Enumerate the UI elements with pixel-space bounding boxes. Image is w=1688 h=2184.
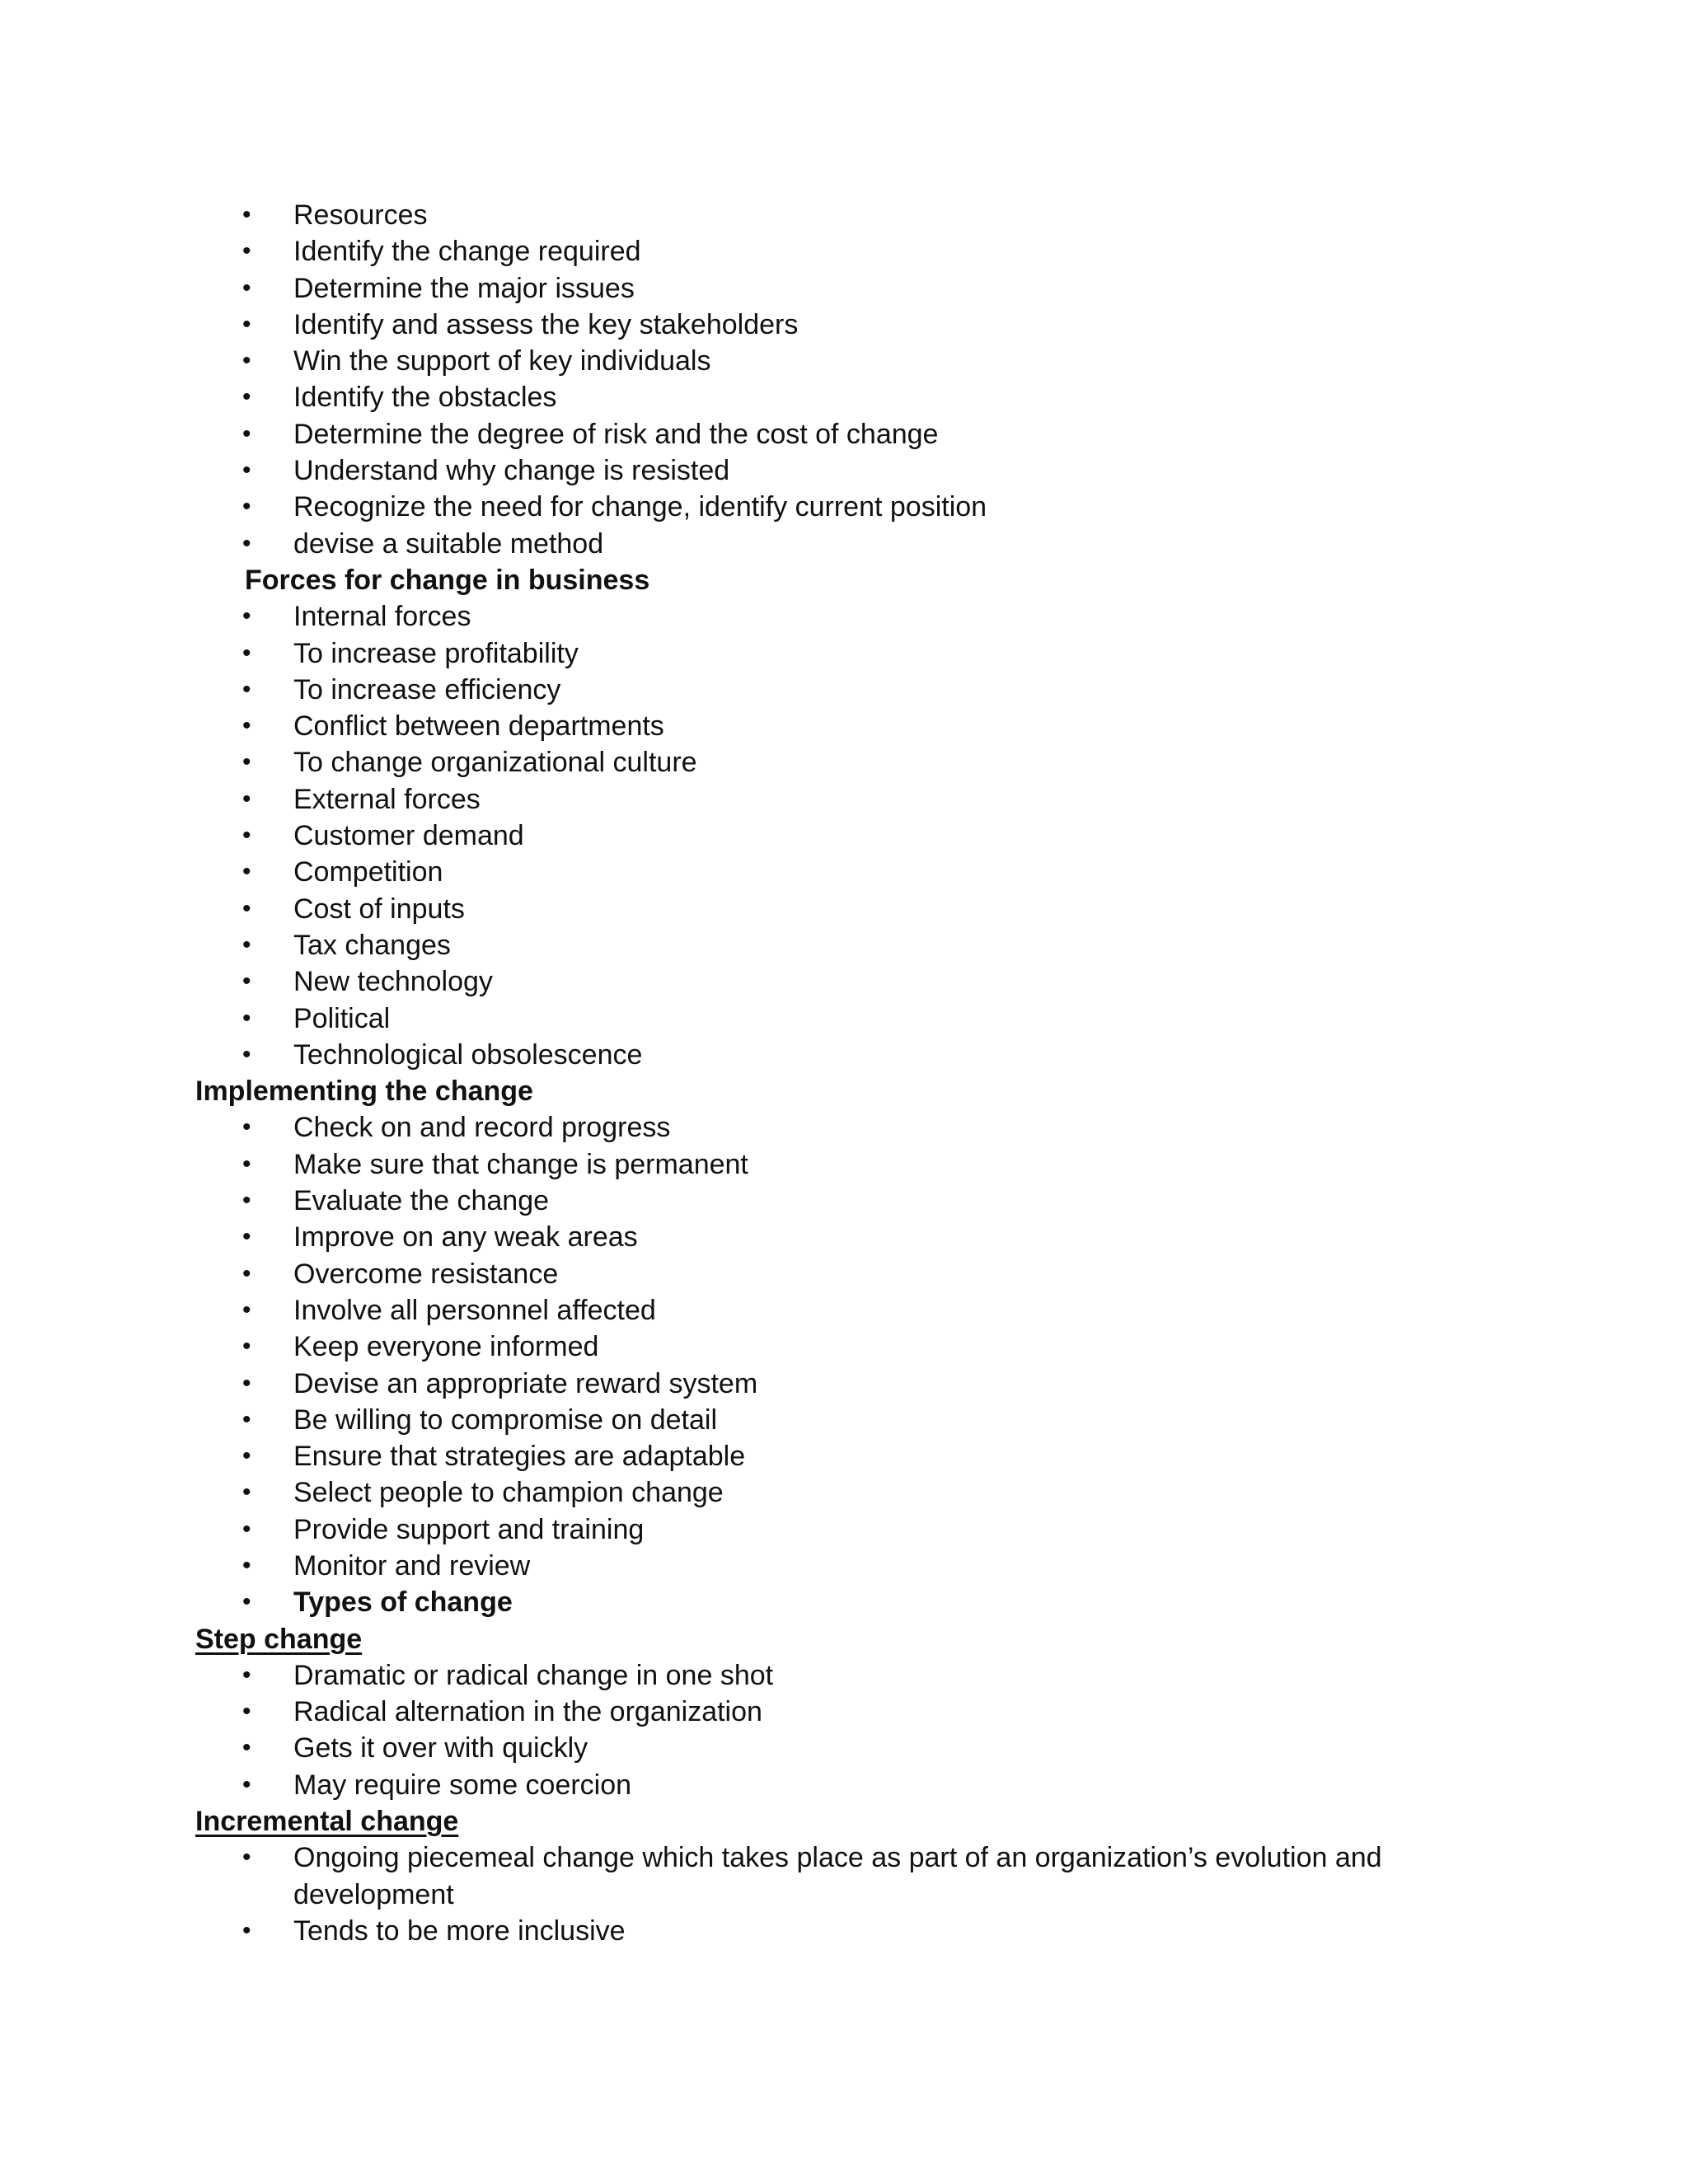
list-item-text: Tax changes bbox=[293, 929, 451, 961]
list-item-text: Technological obsolescence bbox=[293, 1038, 643, 1071]
bullet-icon: • bbox=[242, 493, 251, 521]
list-item bbox=[0, 598, 1688, 635]
section-forces-for-change bbox=[0, 562, 1688, 1073]
list-item-text: May require some coercion bbox=[293, 1769, 632, 1801]
list-item bbox=[0, 197, 1688, 233]
list-item bbox=[0, 1001, 1688, 1037]
section-implementing-change bbox=[0, 1073, 1688, 1620]
list-item-text: Competition bbox=[293, 856, 443, 888]
bullet-icon: • bbox=[242, 1734, 251, 1762]
list-item bbox=[0, 270, 1688, 307]
list-item-text: To increase profitability bbox=[293, 637, 579, 669]
list-item-text: Check on and record progress bbox=[293, 1112, 671, 1144]
bullet-icon: • bbox=[242, 1551, 251, 1579]
list-item bbox=[0, 1840, 1688, 1876]
list-item-text: Ensure that strategies are adaptable bbox=[293, 1441, 746, 1473]
list-item bbox=[0, 1219, 1688, 1255]
bullet-icon: • bbox=[242, 383, 251, 411]
bullet-icon: • bbox=[242, 894, 251, 922]
bullet-icon: • bbox=[242, 748, 251, 776]
bullet-icon: • bbox=[242, 1113, 251, 1141]
list-item-text: Recognize the need for change, identify current position bbox=[293, 491, 987, 523]
list-item bbox=[0, 963, 1688, 1000]
bullet-icon: • bbox=[242, 1004, 251, 1032]
list-item-text: Identify and assess the key stakeholders bbox=[293, 308, 799, 340]
section-incremental-change bbox=[0, 1803, 1688, 1949]
list-item bbox=[0, 307, 1688, 343]
bullet-icon: • bbox=[242, 310, 251, 338]
bullet-icon: • bbox=[242, 1844, 251, 1872]
list-item-text: Select people to champion change bbox=[293, 1477, 724, 1509]
list-item-text: Conflict between departments bbox=[293, 710, 664, 743]
list-item-text: Gets it over with quickly bbox=[293, 1732, 588, 1765]
bullet-icon: • bbox=[242, 675, 251, 703]
implementing-heading: Implementing the change bbox=[195, 1076, 533, 1108]
bullet-icon: • bbox=[242, 1150, 251, 1178]
list-item-text: Involve all personnel affected bbox=[293, 1294, 656, 1326]
bullet-icon: • bbox=[242, 858, 251, 886]
section-heading bbox=[0, 562, 1688, 598]
bullet-icon: • bbox=[242, 1661, 251, 1689]
bullet-icon: • bbox=[242, 1698, 251, 1726]
list-item bbox=[0, 1256, 1688, 1292]
bullet-icon: • bbox=[242, 347, 251, 375]
bullet-icon: • bbox=[242, 712, 251, 740]
list-item-text: Monitor and review bbox=[293, 1549, 531, 1582]
bullet-icon: • bbox=[242, 930, 251, 958]
list-item bbox=[0, 1183, 1688, 1219]
list-item bbox=[0, 818, 1688, 854]
list-item bbox=[0, 452, 1688, 489]
list-item-text: Devise an appropriate reward system bbox=[293, 1367, 758, 1399]
list-item-text: Radical alternation in the organization bbox=[293, 1696, 762, 1728]
bullet-icon: • bbox=[242, 1296, 251, 1324]
bullet-icon: • bbox=[242, 822, 251, 850]
list-item-text: Internal forces bbox=[293, 601, 471, 633]
bullet-icon: • bbox=[242, 457, 251, 485]
list-item-text: Ongoing piecemeal change which takes place as part of an organization’s evolution and bbox=[293, 1842, 1382, 1874]
list-item-text: Customer demand bbox=[293, 820, 524, 852]
list-item bbox=[0, 1657, 1688, 1694]
list-item-text: Identify the obstacles bbox=[293, 382, 557, 414]
list-item bbox=[0, 1694, 1688, 1730]
list-item bbox=[0, 1329, 1688, 1365]
list-item-text: Identify the change required bbox=[293, 236, 641, 268]
bullet-icon: • bbox=[242, 1405, 251, 1433]
bullet-icon: • bbox=[242, 529, 251, 557]
list-item-text: devise a suitable method bbox=[293, 527, 604, 560]
section-heading bbox=[0, 1073, 1688, 1109]
list-item-bold bbox=[0, 1584, 1688, 1620]
list-item bbox=[0, 1913, 1688, 1949]
incremental-change-heading: Incremental change bbox=[195, 1806, 459, 1838]
bullet-icon: • bbox=[242, 1515, 251, 1543]
list-item bbox=[0, 489, 1688, 525]
list-item bbox=[0, 927, 1688, 963]
list-item-text: Be willing to compromise on detail bbox=[293, 1404, 718, 1436]
list-item bbox=[0, 891, 1688, 927]
list-item bbox=[0, 526, 1688, 562]
section-heading bbox=[0, 1803, 1688, 1840]
list-item-text: To change organizational culture bbox=[293, 747, 697, 779]
list-item bbox=[0, 1474, 1688, 1511]
bullet-icon: • bbox=[242, 1040, 251, 1068]
list-item-text: Understand why change is resisted bbox=[293, 455, 730, 487]
list-item bbox=[0, 1511, 1688, 1548]
list-item bbox=[0, 1548, 1688, 1584]
list-item bbox=[0, 1292, 1688, 1329]
list-item-text: Cost of inputs bbox=[293, 893, 465, 925]
list-item-text: Evaluate the change bbox=[293, 1185, 550, 1217]
list-item bbox=[0, 1767, 1688, 1803]
list-item bbox=[0, 672, 1688, 708]
forces-heading: Forces for change in business bbox=[245, 564, 650, 596]
bullet-icon: • bbox=[242, 201, 251, 228]
list-item-text: Overcome resistance bbox=[293, 1258, 559, 1290]
list-item bbox=[0, 1730, 1688, 1766]
document-content bbox=[0, 197, 1688, 1949]
types-of-change-heading: Types of change bbox=[293, 1586, 513, 1619]
bullet-icon: • bbox=[242, 1223, 251, 1251]
list-item bbox=[0, 1438, 1688, 1474]
list-item bbox=[0, 416, 1688, 452]
bullet-icon: • bbox=[242, 639, 251, 667]
list-item-text: To increase efficiency bbox=[293, 673, 561, 705]
list-item-text: Keep everyone informed bbox=[293, 1331, 599, 1363]
bullet-icon: • bbox=[242, 1187, 251, 1215]
list-item-text: Win the support of key individuals bbox=[293, 345, 711, 377]
bullet-icon: • bbox=[242, 237, 251, 265]
bullet-icon: • bbox=[242, 785, 251, 813]
section-heading bbox=[0, 1621, 1688, 1657]
bullet-icon: • bbox=[242, 1588, 251, 1616]
bullet-icon: • bbox=[242, 1442, 251, 1470]
bullet-icon: • bbox=[242, 1770, 251, 1798]
bullet-icon: • bbox=[242, 274, 251, 302]
list-item-text-continuation: development bbox=[293, 1878, 454, 1910]
list-item bbox=[0, 1366, 1688, 1402]
list-item bbox=[0, 1037, 1688, 1073]
list-item bbox=[0, 708, 1688, 744]
list-item bbox=[0, 343, 1688, 379]
bullet-icon: • bbox=[242, 602, 251, 630]
list-item-text: Make sure that change is permanent bbox=[293, 1148, 748, 1180]
section-step-change bbox=[0, 1621, 1688, 1803]
list-item bbox=[0, 379, 1688, 415]
list-item-text: Tends to be more inclusive bbox=[293, 1915, 626, 1947]
bullet-icon: • bbox=[242, 1479, 251, 1507]
list-item-continuation bbox=[0, 1877, 1688, 1913]
list-item bbox=[0, 744, 1688, 780]
bullet-icon: • bbox=[242, 1259, 251, 1287]
list-item-text: Political bbox=[293, 1002, 391, 1034]
list-item bbox=[0, 1146, 1688, 1183]
list-item-text: Provide support and training bbox=[293, 1513, 645, 1545]
bullet-icon: • bbox=[242, 1369, 251, 1397]
section-preparing-change bbox=[0, 197, 1688, 562]
list-item-text: External forces bbox=[293, 783, 481, 815]
list-item bbox=[0, 781, 1688, 818]
list-item-text: Determine the major issues bbox=[293, 272, 635, 304]
list-item-text: Improve on any weak areas bbox=[293, 1221, 638, 1254]
list-item bbox=[0, 1109, 1688, 1146]
list-item bbox=[0, 233, 1688, 269]
list-item bbox=[0, 854, 1688, 890]
list-item-text: New technology bbox=[293, 966, 493, 998]
list-item-text: Dramatic or radical change in one shot bbox=[293, 1659, 774, 1691]
bullet-icon: • bbox=[242, 1916, 251, 1944]
list-item bbox=[0, 1402, 1688, 1438]
list-item-text: Determine the degree of risk and the cost of change bbox=[293, 418, 939, 450]
bullet-icon: • bbox=[242, 419, 251, 448]
list-item bbox=[0, 635, 1688, 672]
bullet-icon: • bbox=[242, 1333, 251, 1361]
bullet-icon: • bbox=[242, 968, 251, 996]
list-item-text: Resources bbox=[293, 199, 428, 231]
step-change-heading: Step change bbox=[195, 1623, 363, 1655]
